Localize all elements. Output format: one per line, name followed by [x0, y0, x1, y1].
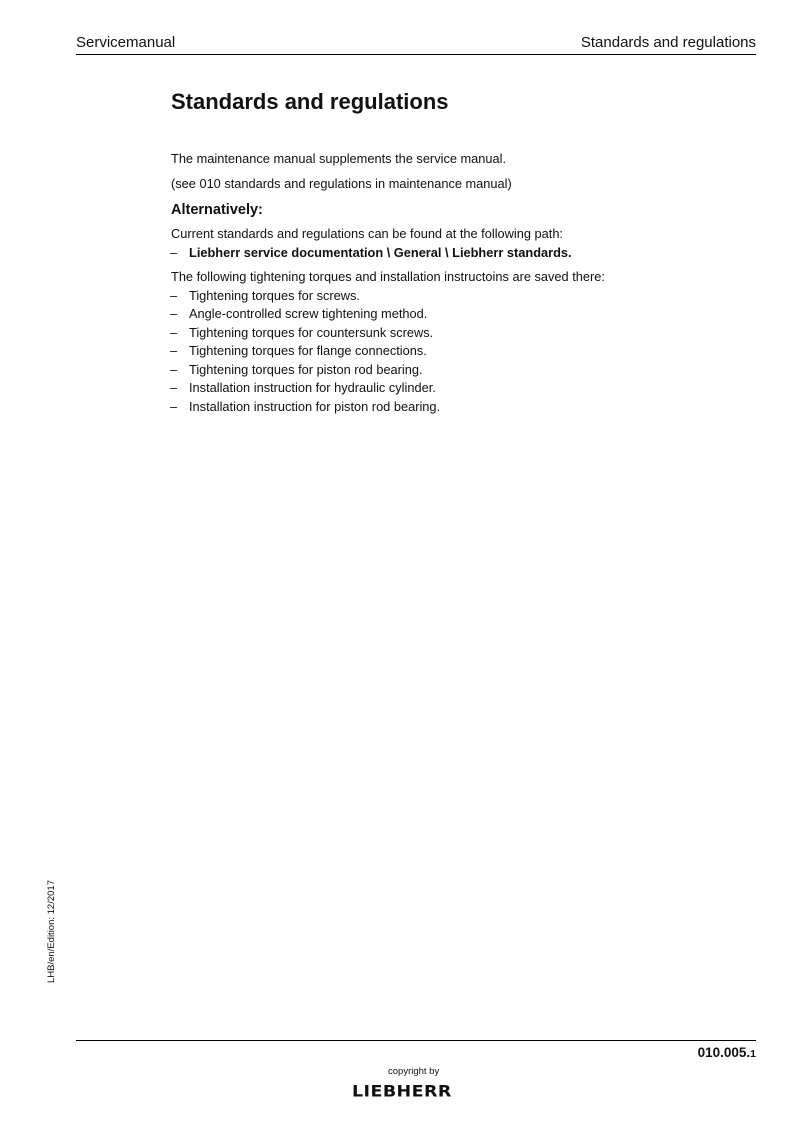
- list-item-text: Installation instruction for piston rod bearing.: [189, 398, 441, 414]
- list-item: [171, 398, 751, 417]
- intro-line-2: (see 010 standards and regulations in maintenance manual): [171, 175, 512, 191]
- torque-instruction-list: [171, 287, 751, 417]
- page-number-sub: 1: [750, 1048, 756, 1060]
- list-item-text: Installation instruction for hydraulic cylinder.: [189, 380, 436, 395]
- list-item-text: Tightening torques for countersunk screws.: [189, 324, 434, 340]
- intro-line-1: The maintenance manual supplements the service manual.: [171, 151, 507, 166]
- page-header: [76, 34, 756, 55]
- list-item-text: Tightening torques for flange connections.: [189, 343, 427, 358]
- dash-bullet: –: [170, 343, 178, 358]
- list-item: [171, 379, 751, 398]
- path-text: Liebherr service documentation \ General \ Liebherr standards.: [189, 244, 572, 260]
- page-title: Standards and regulations: [171, 89, 449, 114]
- list-intro: The following tightening torques and installation instructoins are saved there:: [171, 269, 605, 284]
- page-number: [698, 1044, 756, 1063]
- document-body: [171, 150, 751, 416]
- path-intro: Current standards and regulations can be found at the following path:: [171, 226, 563, 241]
- list-item: [171, 361, 751, 380]
- dash-bullet: –: [170, 244, 178, 260]
- list-item: [171, 342, 751, 361]
- dash-bullet: –: [170, 380, 178, 395]
- header-section-title: Standards and regulations: [580, 34, 756, 51]
- liebherr-logo: LIEBHERR: [352, 1082, 452, 1101]
- copyright-text: copyright by: [388, 1066, 440, 1077]
- path-list: [171, 244, 751, 263]
- dash-bullet: –: [170, 287, 178, 303]
- page-number-main: 010.005.: [697, 1045, 751, 1060]
- list-item: [171, 305, 751, 324]
- list-item-text: Tightening torques for piston rod bearing.: [189, 361, 423, 377]
- dash-bullet: –: [170, 306, 178, 321]
- list-item-text: Angle-controlled screw tightening method.: [189, 306, 428, 321]
- dash-bullet: –: [170, 398, 178, 414]
- alternatively-heading: Alternatively:: [171, 202, 263, 218]
- footer-divider: [76, 1040, 756, 1041]
- list-item-text: Tightening torques for screws.: [189, 287, 360, 303]
- list-item: [171, 324, 751, 343]
- list-item: [171, 287, 751, 306]
- dash-bullet: –: [170, 324, 178, 340]
- header-manual-name: Servicemanual: [76, 34, 176, 51]
- edition-side-label: LHB/en/Edition: 12/2017: [46, 880, 57, 983]
- path-item: [171, 244, 751, 263]
- dash-bullet: –: [170, 361, 178, 377]
